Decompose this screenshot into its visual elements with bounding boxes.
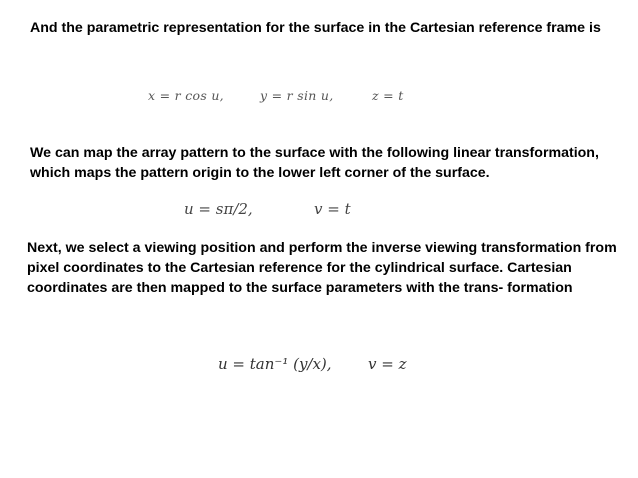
equation-u: u = sπ/2, [184,200,253,218]
equation-parametric-surface [148,88,404,103]
equation-v: v = t [314,200,351,218]
equation-v-inverse: v = z [368,355,407,373]
equation-x: x = r cos u, [148,88,224,103]
paragraph-inverse-viewing: Next, we select a viewing position and perform the inverse viewing transformation from pixel coordinates to the Cartesian reference for the cylindrical surface. Cartesian coordinates are then mapped to the surface parameters with the trans- formation [27,240,617,296]
equation-u-inverse: u = tan⁻¹ (y/x), [218,355,332,373]
equation-inverse-mapping [218,355,406,373]
equation-mapping [184,200,351,218]
paragraph-linear-transformation: We can map the array pattern to the surface with the following linear transformation, which maps the pattern origin to the lower left corner of the surface. [30,145,599,181]
paragraph-parametric-representation: And the parametric representation for the surface in the Cartesian reference frame is [30,20,601,36]
equation-z: z = t [372,88,404,103]
equation-y: y = r sin u, [260,88,334,103]
